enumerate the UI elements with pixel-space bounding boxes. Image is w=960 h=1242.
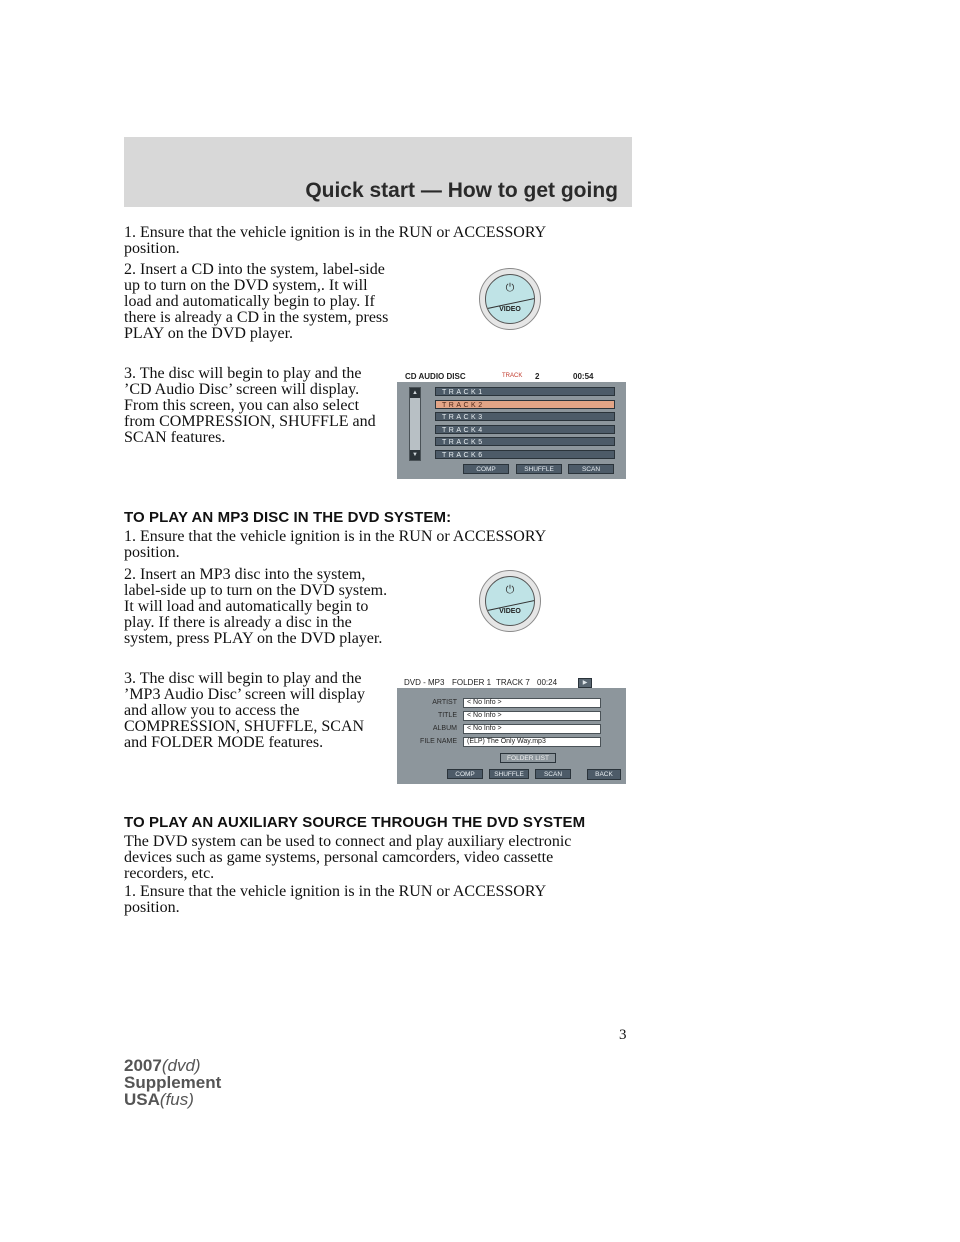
track-item[interactable]: TRACK5	[435, 437, 615, 446]
track-item[interactable]: TRACK6	[435, 450, 615, 459]
cd-time: 00:54	[573, 372, 594, 381]
video-power-button[interactable]	[479, 268, 541, 330]
mp3-shuffle-button[interactable]: SHUFFLE	[489, 769, 529, 779]
cd-screen-title: CD AUDIO DISC	[405, 372, 466, 381]
mp3-step-3: 3. The disc will begin to play and the ’MP3 Audio Disc’ screen will display and allow you to access the COMPRESSION, SHUFFLE, SCAN and FOLDER MODE features.	[124, 670, 366, 751]
folder-list-button[interactable]: FOLDER LIST	[500, 753, 556, 763]
mp3-step-1: 1. Ensure that the vehicle ignition is in the RUN or ACCESSORY position.	[124, 528, 546, 561]
field-value: < No Info >	[463, 711, 601, 721]
cd-track-number: 2	[535, 372, 540, 381]
field-label: ARTIST	[432, 699, 457, 706]
footer-year: 2007	[124, 1056, 162, 1075]
track-scrollbar[interactable]	[409, 387, 421, 461]
mp3-heading: TO PLAY AN MP3 DISC IN THE DVD SYSTEM:	[124, 509, 452, 526]
mp3-step-2: 2. Insert an MP3 disc into the system, label-side up to turn on the DVD system. It will load and automatically begin to play. If there is already a disc in the system, press PLAY on the DVD player.	[124, 566, 388, 647]
field-label: FILE NAME	[420, 738, 457, 745]
field-value: (ELP) The Only Way.mp3	[463, 737, 601, 747]
comp-button[interactable]: COMP	[463, 464, 509, 474]
scan-button[interactable]: SCAN	[568, 464, 614, 474]
footer-country: USA	[124, 1090, 160, 1109]
field-label: TITLE	[437, 712, 457, 719]
aux-intro: The DVD system can be used to connect and play auxiliary electronic devices such as game systems, personal camcorders, video cassette recorders, etc.	[124, 833, 572, 882]
play-icon[interactable]: ▶	[578, 678, 592, 688]
track-item[interactable]: TRACK2	[435, 400, 615, 409]
mp3-folder: FOLDER 1	[452, 678, 492, 687]
mp3-comp-button[interactable]: COMP	[447, 769, 483, 779]
scroll-down-icon[interactable]: ▼	[410, 450, 420, 460]
field-label: ALBUM	[432, 725, 457, 732]
footer-supplement: Supplement	[124, 1073, 222, 1092]
mp3-mode: DVD - MP3	[404, 678, 445, 687]
track-item[interactable]: TRACK4	[435, 425, 615, 434]
field-value: < No Info >	[463, 724, 601, 734]
mp3-time: 00:24	[537, 678, 558, 687]
footer-country-tag: (fus)	[159, 1090, 194, 1109]
mp3-scan-button[interactable]: SCAN	[535, 769, 571, 779]
page-title: Quick start — How to get going	[305, 179, 618, 202]
cd-step-1: 1. Ensure that the vehicle ignition is in the RUN or ACCESSORY position.	[124, 224, 546, 257]
mp3-track: TRACK 7	[496, 678, 530, 687]
cd-audio-screen	[397, 382, 626, 479]
shuffle-button[interactable]: SHUFFLE	[516, 464, 562, 474]
footer	[124, 1057, 221, 1108]
cd-step-2: 2. Insert a CD into the system, label-side up to turn on the DVD system,. It will load and automatically begin to play. If there is already a CD in the system, press PLAY on the DVD player.	[124, 261, 389, 342]
field-value: < No Info >	[463, 698, 601, 708]
cd-track-label: TRACK	[502, 373, 523, 379]
mp3-audio-screen	[397, 688, 626, 784]
cd-step-3: 3. The disc will begin to play and the ’CD Audio Disc’ screen will display. From this screen, you can also select from COMPRESSION, SHUFFLE and SCAN features.	[124, 365, 376, 446]
back-button[interactable]: BACK	[587, 769, 621, 780]
footer-year-tag: (dvd)	[161, 1056, 201, 1075]
aux-step-1: 1. Ensure that the vehicle ignition is in the RUN or ACCESSORY position.	[124, 883, 546, 916]
page-number: 3	[619, 1027, 627, 1043]
scroll-up-icon[interactable]: ▲	[410, 388, 420, 398]
power-icon: ⏻ VIDEO	[485, 274, 535, 324]
header-band	[124, 137, 632, 207]
video-power-button-2[interactable]	[479, 570, 541, 632]
power-icon: ⏻ VIDEO	[485, 576, 535, 626]
track-item[interactable]: TRACK3	[435, 412, 615, 421]
track-item[interactable]: TRACK1	[435, 387, 615, 396]
aux-heading: TO PLAY AN AUXILIARY SOURCE THROUGH THE DVD SYSTEM	[124, 814, 586, 831]
